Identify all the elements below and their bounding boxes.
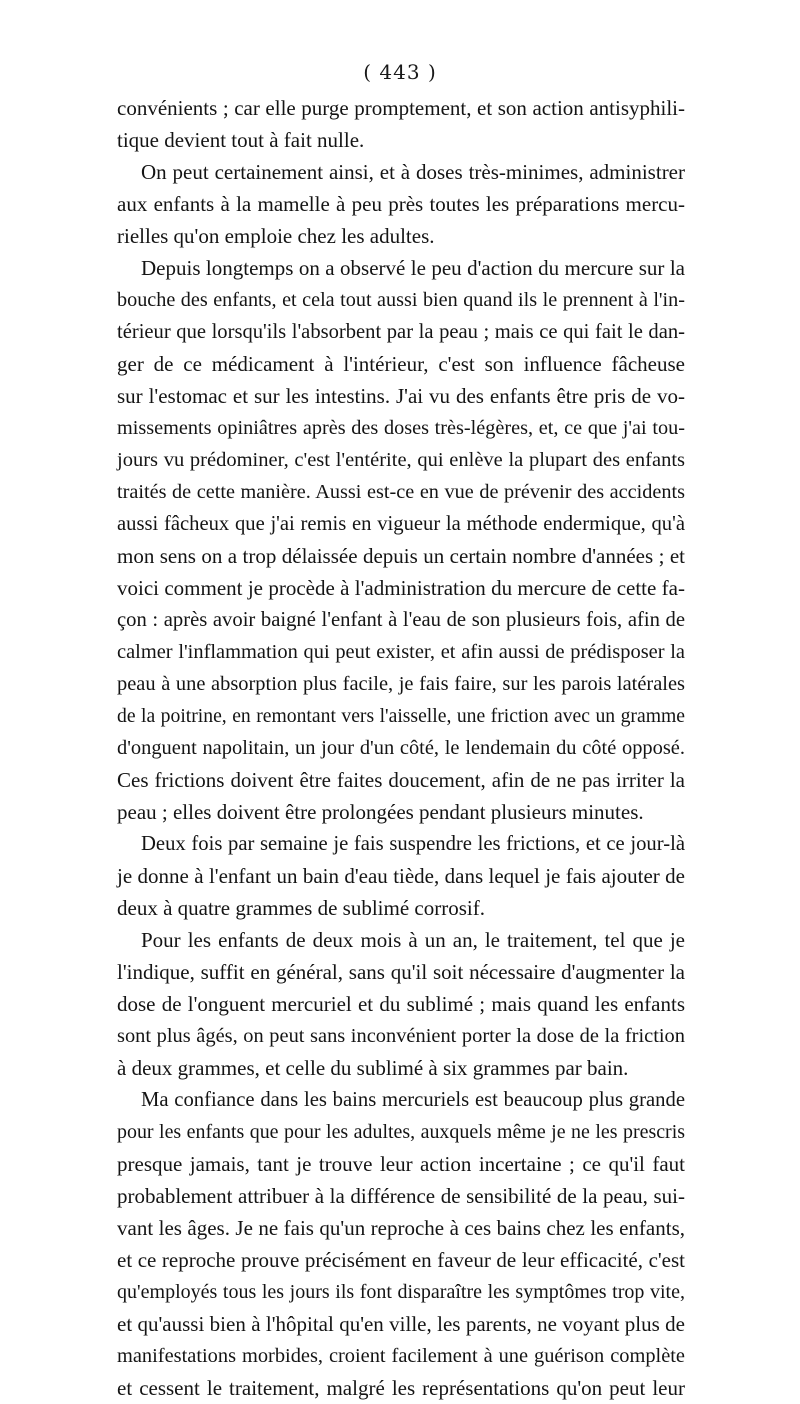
- text-line: rielles qu'on emploie chez les adultes.: [117, 224, 435, 248]
- page-number: ( 443 ): [363, 60, 437, 84]
- text-line: aux enfants à la mamelle à peu près toutes les préparations mercu-: [117, 192, 685, 216]
- text-line: probablement attribuer à la différence de sensibilité de la peau, sui-: [117, 1184, 685, 1208]
- text-line: calmer l'inflammation qui peut exister, et afin aussi de prédisposer la: [117, 641, 685, 663]
- text-line: térieur que lorsqu'ils l'absorbent par la peau ; mais ce qui fait le dan-: [117, 321, 685, 343]
- text-line: Pour les enfants de deux mois à un an, le traitement, tel que je: [141, 928, 685, 952]
- text-line: convénients ; car elle purge promptement, et son action antisyphili-: [117, 96, 685, 120]
- text-line: jours vu prédominer, c'est l'entérite, qui enlève la plupart des enfants: [117, 449, 685, 471]
- text-line: bouche des enfants, et cela tout aussi bien quand ils le prennent à l'in-: [117, 289, 685, 311]
- text-line: ger de ce médicament à l'intérieur, c'est son influence fâcheuse: [117, 352, 685, 376]
- text-line: d'onguent napolitain, un jour d'un côté, le lendemain du côté opposé.: [117, 737, 685, 759]
- text-line: aussi fâcheux que j'ai remis en vigueur la méthode endermique, qu'à: [117, 513, 685, 535]
- text-line: missements opiniâtres après des doses très-légères, et, ce que j'ai tou-: [117, 417, 685, 439]
- text-line: voici comment je procède à l'administration du mercure de cette fa-: [117, 576, 685, 600]
- text-line: tique devient tout à fait nulle.: [117, 128, 365, 152]
- text-line: Depuis longtemps on a observé le peu d'action du mercure sur la: [141, 256, 685, 280]
- text-line: manifestations morbides, croient facilement à une guérison complète: [117, 1345, 685, 1367]
- text-line: traités de cette manière. Aussi est-ce en vue de prévenir des accidents: [117, 481, 685, 503]
- body-text: [117, 92, 685, 1404]
- text-line: Deux fois par semaine je fais suspendre les frictions, et ce jour-là: [141, 833, 685, 855]
- text-line: presque jamais, tant je trouve leur action incertaine ; ce qu'il faut: [117, 1152, 685, 1176]
- text-line: Ces frictions doivent être faites doucement, afin de ne pas irriter la: [117, 768, 685, 792]
- text-line: mon sens on a trop délaissée depuis un certain nombre d'années ; et: [117, 544, 685, 568]
- text-line: dose de l'onguent mercuriel et du sublimé ; mais quand les enfants: [117, 992, 685, 1016]
- text-line: l'indique, suffit en général, sans qu'il soit nécessaire d'augmenter la: [117, 960, 685, 984]
- text-line: pour les enfants que pour les adultes, auxquels même je ne les prescris: [117, 1121, 685, 1143]
- text-line: et ce reproche prouve précisément en faveur de leur efficacité, c'est: [117, 1248, 685, 1272]
- text-line: çon : après avoir baigné l'enfant à l'eau de son plusieurs fois, afin de: [117, 609, 685, 631]
- text-line: On peut certainement ainsi, et à doses très-minimes, administrer: [141, 160, 685, 184]
- text-line: vant les âges. Je ne fais qu'un reproche à ces bains chez les enfants,: [117, 1216, 685, 1240]
- text-line: sont plus âgés, on peut sans inconvénient porter la dose de la friction: [117, 1025, 685, 1047]
- text-line: peau à une absorption plus facile, je fais faire, sur les parois latérales: [117, 673, 685, 695]
- text-line: et cessent le traitement, malgré les représentations qu'on peut leur: [117, 1376, 685, 1400]
- text-line: Ma confiance dans les bains mercuriels est beaucoup plus grande: [141, 1089, 685, 1111]
- text-line: peau ; elles doivent être prolongées pendant plusieurs minutes.: [117, 800, 644, 824]
- text-line: à deux grammes, et celle du sublimé à six grammes par bain.: [117, 1056, 629, 1080]
- text-line: sur l'estomac et sur les intestins. J'ai vu des enfants être pris de vo-: [117, 384, 685, 408]
- text-line: qu'employés tous les jours ils font disparaître les symptômes trop vite,: [117, 1281, 685, 1303]
- text-line: je donne à l'enfant un bain d'eau tiède, dans lequel je fais ajouter de: [117, 864, 685, 888]
- text-line: et qu'aussi bien à l'hôpital qu'en ville, les parents, ne voyant plus de: [117, 1312, 685, 1336]
- text-line: de la poitrine, en remontant vers l'aisselle, une friction avec un gramme: [117, 705, 685, 727]
- text-line: deux à quatre grammes de sublimé corrosif.: [117, 896, 485, 920]
